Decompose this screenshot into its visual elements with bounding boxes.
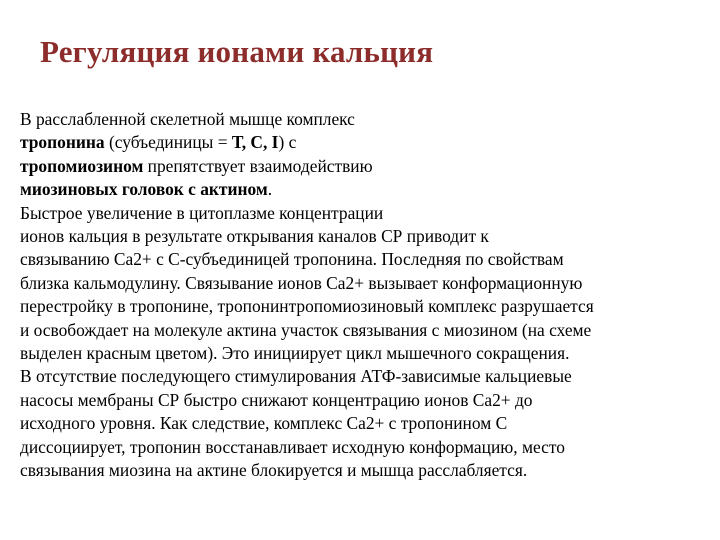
text-segment: препятствует взаимодействию bbox=[143, 155, 373, 176]
bold-term: Т, С, I bbox=[231, 132, 279, 153]
text-line bbox=[20, 412, 715, 435]
text-segment: насосы мембраны СР быстро снижают концентрацию ионов Са2+ до bbox=[20, 389, 533, 410]
bold-term: тропомиозином bbox=[20, 155, 144, 176]
text-line bbox=[20, 459, 715, 482]
text-segment: перестройку в тропонине, тропонинтропомиозиновый комплекс разрушается bbox=[20, 296, 594, 317]
text-line bbox=[20, 436, 715, 459]
text-segment: связывания миозина на актине блокируется и мышца расслабляется. bbox=[20, 460, 528, 481]
text-segment: близка кальмодулину. Связывание ионов Са2+ вызывает конформационную bbox=[20, 272, 583, 293]
text-line bbox=[20, 389, 715, 412]
text-segment: диссоциирует, тропонин восстанавливает исходную конформацию, место bbox=[20, 436, 565, 457]
text-segment: связыванию Са2+ с С-субъединицей тропонина. Последняя по свойствам bbox=[20, 249, 564, 270]
text-segment: выделен красным цветом). Это инициирует цикл мышечного сокращения. bbox=[20, 343, 570, 364]
slide-title: Регуляция ионами кальция bbox=[40, 34, 434, 69]
text-segment: (субъединицы = bbox=[104, 132, 232, 153]
text-line bbox=[20, 108, 715, 131]
text-segment: ) с bbox=[278, 132, 297, 153]
text-line bbox=[20, 272, 715, 295]
text-segment: и освобождает на молекуле актина участок связывания с миозином (на схеме bbox=[20, 319, 592, 340]
text-line bbox=[20, 248, 715, 271]
slide-body-text bbox=[20, 108, 715, 483]
bold-term: тропонина bbox=[20, 132, 105, 153]
text-line bbox=[20, 342, 715, 365]
text-line bbox=[20, 178, 715, 201]
text-line bbox=[20, 225, 715, 248]
text-segment: Быстрое увеличение в цитоплазме концентрации bbox=[20, 202, 384, 223]
text-line bbox=[20, 155, 715, 178]
bold-term: миозиновых головок с актином bbox=[20, 179, 268, 200]
text-line bbox=[20, 295, 715, 318]
text-line bbox=[20, 319, 715, 342]
text-line bbox=[20, 202, 715, 225]
text-segment: ионов кальция в результате открывания каналов СР приводит к bbox=[20, 226, 489, 247]
text-segment: В расслабленной скелетной мышце комплекс bbox=[20, 109, 355, 129]
text-line bbox=[20, 131, 715, 154]
text-segment: . bbox=[267, 179, 273, 200]
text-segment: исходного уровня. Как следствие, комплекс Са2+ с тропонином С bbox=[20, 413, 508, 434]
text-line bbox=[20, 365, 715, 388]
text-segment: В отсутствие последующего стимулирования АТФ-зависимые кальциевые bbox=[20, 366, 572, 387]
